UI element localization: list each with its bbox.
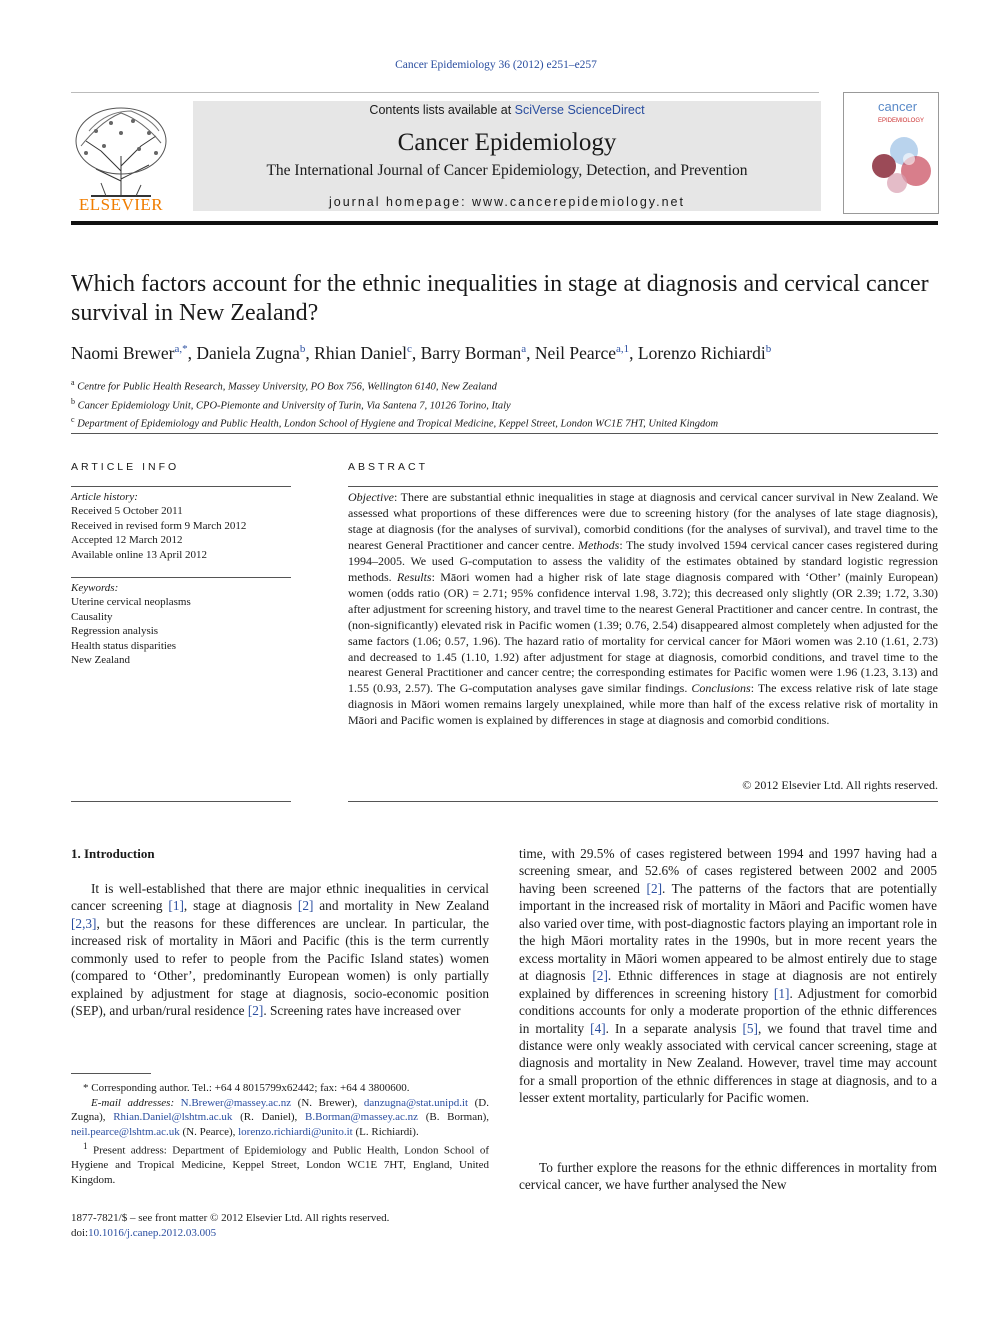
paragraph-text: It is well-established that there are major ethnic inequalities in cervical cancer screening (71, 881, 489, 914)
citation-link[interactable]: [1] (773, 985, 790, 1001)
masthead-bottom-rule (71, 221, 938, 225)
intro-paragraph: To further explore the reasons for the ethnic differences in mortality from cervical cancer, we have further analysed the New (519, 1160, 937, 1193)
cover-title: cancer EPIDEMIOLOGY (878, 99, 925, 124)
author-name: Daniela Zugna (196, 343, 300, 363)
paragraph-text: , stage at diagnosis (183, 898, 298, 914)
email-link[interactable]: lorenzo.richiardi@unito.it (238, 1125, 353, 1138)
keyword-item: Regression analysis (71, 625, 159, 638)
intro-paragraph (519, 845, 937, 1107)
paragraph-text: and mortality in New Zealand (313, 898, 489, 914)
email-owner: (N. Pearce), (179, 1125, 239, 1138)
history-item: Received in revised form 9 March 2012 (71, 519, 247, 532)
front-matter (71, 1211, 489, 1241)
info-divider (71, 577, 291, 578)
journal-cover-thumbnail[interactable] (843, 92, 939, 214)
citation-link[interactable]: [2] (592, 968, 608, 984)
article-title: Which factors account for the ethnic inequalities in stage at diagnosis and cervical cancer survival in New Zealand? (71, 271, 929, 326)
keyword-item: Uterine cervical neoplasms (71, 596, 191, 609)
email-link[interactable]: danzugna@stat.unipd.it (363, 1096, 469, 1109)
abstract-divider (348, 486, 938, 487)
introduction-heading: 1. Introduction (71, 846, 155, 861)
abstract-heading: ABSTRACT (348, 461, 429, 473)
cover-art-icon (864, 131, 934, 201)
journal-homepage-link[interactable]: journal homepage: www.cancerepidemiology.net (329, 195, 685, 209)
email-addresses: E-mail addresses: N.Brewer@massey.ac.nz (N. Brewer), danzugna@stat.unipd.it (D. Zugna), Rhian.Daniel@lshtm.ac.uk (R. Daniel), B.Borman@massey.ac.nz (B. Borman), neil.pearce@lshtm.ac.uk (N. Pearce), lorenzo.richiardi@unito.it (L. Richiardi). (71, 1096, 490, 1138)
author-name: Rhian Daniel (314, 343, 407, 363)
email-link[interactable]: N.Brewer@massey.ac.nz (180, 1096, 292, 1109)
author-affiliation-mark[interactable]: a,* (174, 343, 188, 356)
author-name: Lorenzo Richiardi (637, 343, 766, 363)
keywords-label: Keywords: (71, 582, 119, 594)
author-list: Naomi Brewer$^{a,*}$, Daniela Zugna$^b$, Rhian Daniel$^c$, Barry Borman$^a$, Neil Pearce$^{a,1}$, Lorenzo Richiardi$^b$ (71, 343, 772, 363)
journal-subtitle: The International Journal of Cancer Epidemiology, Detection, and Prevention (266, 162, 748, 179)
paragraph-text: . The patterns of the factors that are potentially important in the increased risk of mortality in Māori and Pacific women have also varied over time, with post-diagnostic factors playing an important role in the high Māori mortality rates in the 1990s, but in more recent years the excess mortality in Māori women appeared to be almost entirely due to stage at diagnosis (519, 880, 938, 984)
abstract-body: Objective: There are substantial ethnic inequalities in stage at diagnosis and cervical cancer survival in New Zealand. We assessed what proportions of these differences were due to screening history (for the analyses of late stage diagnosis), stage at diagnosis (for the analyses of survival), comorbid conditions (for the analyses of survival), and travel time to the nearest General Practitioner and cancer centre. Methods: The study involved 1594 cervical cancer cases registered during 1994–2005. We used G-computation to assess the validity of the estimates obtained by standard logistic regression methods. Results: Māori women had a higher risk of late stage diagnosis compared with ‘Other’ (mainly European) women (odds ratio (OR) = 2.71; 95% confidence interval 1.98, 3.72); this decreased only slightly (OR 2.39; 1.72, 3.30) after adjustment for screening history, and travel time to the nearest General Practitioner and cancer centre. In contrast, the (non-significantly) elevated risk in Pacific women (1.39; 0.76, 2.54) disappeared almost completely when adjusted for the same factors (1.06; 0.57, 1.96). The hazard ratio of mortality for cervical cancer for Māori women was 2.10 (1.61, 2.73) and decreased to 1.45 (1.10, 1.92) after adjustment for stage at diagnosis, comorbid conditions, and travel time to the nearest General Practitioner and cancer centre; the corresponding estimates for Pacific women were 1.96 (1.23, 3.13) and 1.55 (0.93, 2.57). The G-computation analyses gave similar findings. Conclusions: The excess relative risk of late stage diagnosis in Māori women remains largely unexplained, while more than half of the excess relative risk of mortality in Māori and Pacific women is explained by differences in stage at diagnosis and comorbid conditions. (348, 490, 939, 728)
info-divider (71, 486, 291, 487)
present-address-note: $^1$ Present address: Department of Epidemiology and Public Health, London School of Hygiene and Tropical Medicine, Keppel Street, London WC1E 7HT, England, United Kingdom. (71, 1141, 490, 1186)
author-affiliation-mark[interactable]: a (521, 343, 527, 356)
author-affiliation-mark[interactable]: b (299, 343, 306, 356)
email-owner: (B. Borman), (418, 1111, 490, 1123)
citation-link[interactable]: [2] (297, 898, 314, 914)
paragraph-text: . Ethnic differences in stage at diagnosis are not entirely explained by differences in screening history (519, 968, 937, 1001)
keyword-item: Health status disparities (71, 639, 177, 652)
doi-link[interactable]: 10.1016/j.canep.2012.03.005 (88, 1227, 217, 1239)
author-name: Barry Borman (420, 343, 522, 363)
email-owner: (R. Daniel), (232, 1111, 306, 1123)
history-item: Available online 13 April 2012 (71, 548, 208, 561)
history-item: Accepted 12 March 2012 (71, 534, 183, 547)
email-owner: (N. Brewer), (291, 1096, 364, 1109)
history-label: Article history: (71, 491, 138, 503)
contents-availability-line: Contents lists available at SciVerse ScienceDirect (369, 103, 645, 117)
issn-line: 1877-7821/$ – see front matter © 2012 Elsevier Ltd. All rights reserved. (71, 1212, 390, 1224)
article-history (71, 490, 296, 562)
sciencedirect-link[interactable]: SciVerse ScienceDirect (514, 103, 645, 117)
intro-paragraph (71, 880, 489, 1020)
citation-link[interactable]: [2] (247, 1003, 264, 1019)
citation-link[interactable]: [4] (590, 1020, 606, 1036)
citation-link[interactable]: [2] (646, 880, 663, 896)
footnote-rule (71, 1073, 151, 1074)
history-item: Received 5 October 2011 (71, 505, 183, 518)
abstract-divider (348, 801, 938, 802)
abstract-copyright: © 2012 Elsevier Ltd. All rights reserved. (742, 778, 938, 792)
section-divider (71, 433, 938, 434)
email-owner: (L. Richiardi). (352, 1125, 419, 1138)
masthead-top-rule (71, 92, 819, 93)
footnotes (71, 1081, 489, 1187)
paragraph-text: time, with 29.5% of cases registered between 1994 and 1997 having had a screening smear, and 52.6% of cases registered between 2002 and 2005 having been screened (519, 846, 937, 896)
email-link[interactable]: Rhian.Daniel@lshtm.ac.uk (113, 1111, 233, 1123)
keyword-item: Causality (71, 610, 113, 623)
affiliation-list (71, 376, 951, 432)
doi-line: doi:10.1016/j.canep.2012.03.005 (71, 1227, 217, 1239)
citation-link[interactable]: [5] (742, 1020, 758, 1036)
paragraph-text: . Screening rates have increased over (263, 1003, 461, 1019)
author-affiliation-mark[interactable]: b (765, 343, 772, 356)
author-affiliation-mark[interactable]: a,1 (616, 343, 630, 356)
paragraph-text: . In a separate analysis (605, 1020, 743, 1036)
paragraph-text: , but the reasons for these differences are unclear. In particular, the increased risk of mortality in Māori and Pacific (this is the term currently commonly used to refer to people from the Pacific Island states) women (compared to ‘Other’, predominantly European women) is only partially explained by adjustment for stage at diagnosis, socio-economic position (SEP), and urban/rural residence (71, 915, 489, 1019)
corresponding-author-note: * Corresponding author. Tel.: +64 4 8015799x62442; fax: +64 4 3800600. (83, 1082, 410, 1094)
paragraph-text: , we found that travel time and distance were only weakly associated with cervical cancer screening, stage at diagnosis and mortality in New Zealand. However, travel time may account for a small proportion of the ethnic differences in stage at diagnosis, and to a lesser extent mortality, particularly for Pacific women. (519, 1020, 937, 1106)
keyword-item: New Zealand (71, 654, 130, 667)
author-affiliation-mark[interactable]: c (406, 343, 412, 356)
citation-link[interactable]: [1] (168, 898, 184, 914)
journal-title: Cancer Epidemiology (397, 129, 617, 156)
article-info-heading: ARTICLE INFO (71, 461, 180, 473)
paragraph-text: . Adjustment for comorbid conditions accounts for only a moderate proportion of the ethnic differences in mortality (519, 985, 937, 1036)
journal-citation[interactable]: Cancer Epidemiology 36 (2012) e251–e257 (395, 59, 597, 71)
email-link[interactable]: B.Borman@massey.ac.nz (305, 1111, 418, 1123)
info-divider (71, 801, 291, 802)
elsevier-wordmark: ELSEVIER (78, 195, 164, 214)
email-link[interactable]: neil.pearce@lshtm.ac.uk (71, 1125, 180, 1138)
email-owner: (D. Zugna), (71, 1096, 489, 1123)
affiliation-item: $^c$ Department of Epidemiology and Public Health, London School of Hygiene and Tropical Medicine, Keppel Street, London WC1E 7HT, United Kingdom (71, 415, 719, 430)
author-name: Naomi Brewer (71, 343, 175, 363)
affiliation-item: $^a$ Centre for Public Health Research, Massey University, PO Box 756, Wellington 6140, New Zealand (71, 378, 497, 393)
affiliation-item: $^b$ Cancer Epidemiology Unit, CPO-Piemonte and University of Turin, Via Santena 7, 10126 Torino, Italy (71, 396, 511, 411)
author-name: Neil Pearce (534, 343, 617, 363)
citation-link[interactable]: [2,3] (71, 915, 97, 931)
keywords (71, 581, 296, 667)
